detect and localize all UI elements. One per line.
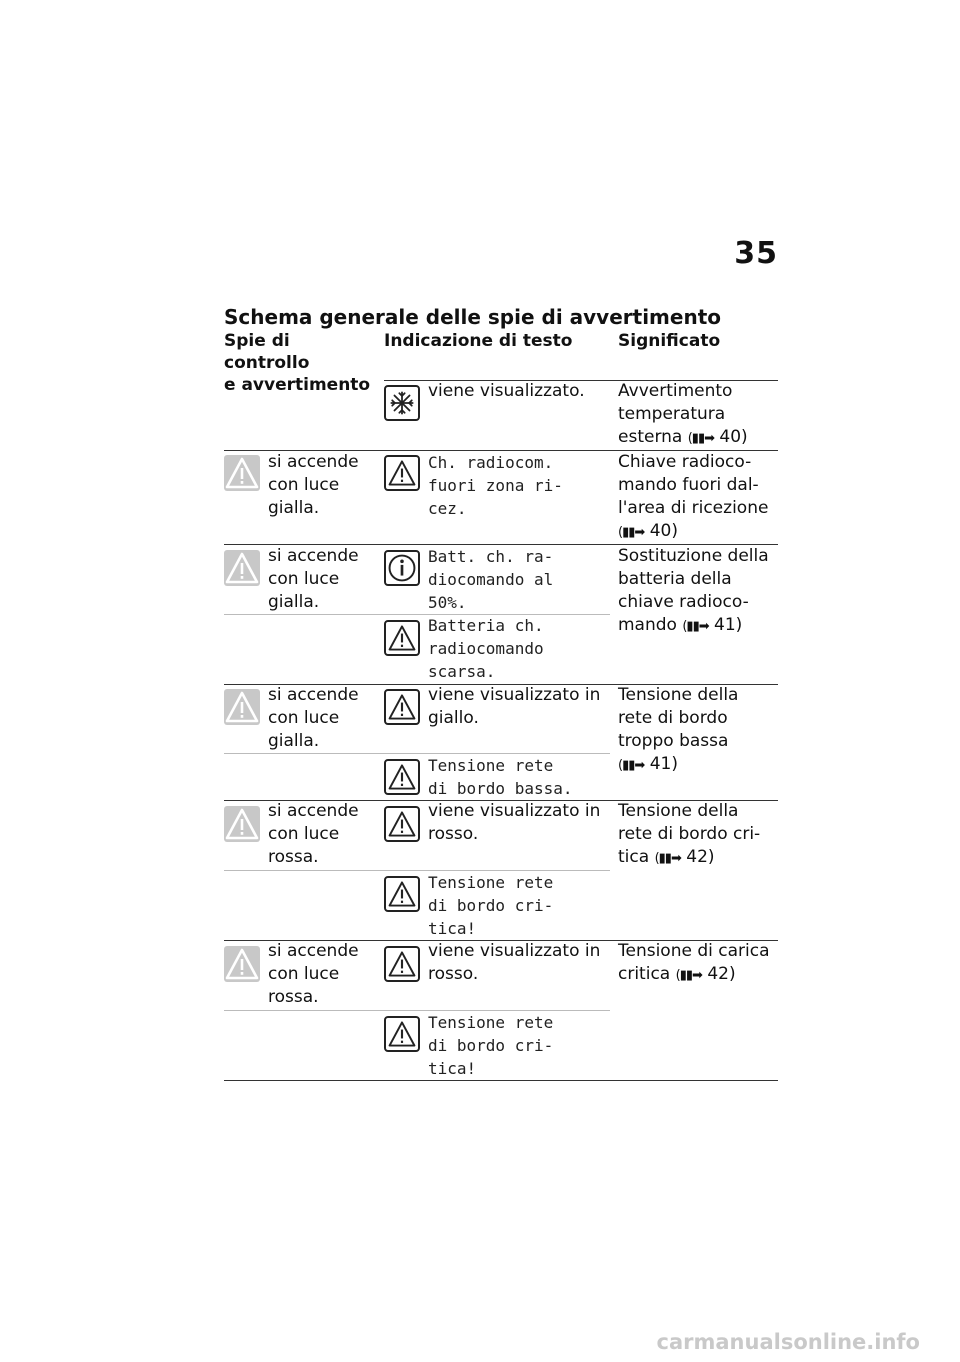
row6-indication-b: Tensione rete di bordo cri- tica! — [428, 1013, 554, 1078]
row5-indication-b: Tensione rete di bordo cri- tica! — [428, 873, 554, 938]
page-number: 35 — [734, 236, 778, 271]
warning-triangle-icon — [384, 946, 420, 982]
info-icon — [384, 550, 420, 586]
warning-triangle-icon — [384, 455, 420, 491]
table-bottom-rule — [224, 1080, 778, 1081]
warning-triangle-icon — [224, 946, 260, 982]
warning-triangle-icon — [224, 455, 260, 491]
row3-lamp: si accende con luce gialla. — [268, 546, 359, 612]
warning-triangle-icon — [224, 689, 260, 725]
warning-triangle-icon — [224, 806, 260, 842]
row6-lamp: si accende con luce rossa. — [268, 941, 359, 1007]
row1-meaning: Avvertimento temperatura esterna (▮▮➡ 40) — [618, 381, 748, 447]
page-reference-arrow-icon: (▮▮➡ — [654, 851, 681, 866]
row6-meaning: Tensione di carica critica (▮▮➡ 42) — [618, 941, 770, 984]
section-title: Schema generale delle spie di avvertimento — [224, 305, 722, 329]
row4-indication: viene visualizzato in giallo. — [428, 685, 601, 728]
row3-meaning: Sostituzione della batteria della chiave radioco- mando (▮▮➡ 41) — [618, 546, 769, 635]
row3-indication: Batt. ch. ra- diocomando al 50%. — [428, 547, 554, 612]
page-reference-arrow-icon: (▮▮➡ — [618, 525, 645, 540]
row6-indication: viene visualizzato in rosso. — [428, 941, 601, 984]
row5-indication: viene visualizzato in rosso. — [428, 801, 601, 844]
warning-triangle-icon — [384, 620, 420, 656]
warning-triangle-icon — [224, 550, 260, 586]
row2-indication: Ch. radiocom. fuori zona ri- cez. — [428, 453, 563, 518]
page-reference-arrow-icon: (▮▮➡ — [675, 968, 702, 983]
warning-triangle-icon — [384, 806, 420, 842]
header-text-indication: Indicazione di testo — [384, 331, 573, 351]
row4-indication-b: Tensione rete di bordo bassa. — [428, 756, 573, 798]
watermark-footer: carmanualsonline.info — [656, 1330, 920, 1354]
header-meaning: Significato — [618, 331, 721, 351]
warning-triangle-icon — [384, 689, 420, 725]
row3-indication-b: Batteria ch. radiocomando scarsa. — [428, 616, 544, 681]
header-warning-lights: Spie di controllo e avvertimento — [224, 331, 371, 395]
warning-triangle-icon — [384, 759, 420, 795]
warning-triangle-icon — [384, 1016, 420, 1052]
warning-triangle-icon — [384, 876, 420, 912]
page-reference-arrow-icon: (▮▮➡ — [687, 431, 715, 446]
row4-lamp: si accende con luce gialla. — [268, 685, 359, 751]
row4-meaning: Tensione della rete di bordo troppo bassa (▮▮➡ 41) — [618, 685, 739, 774]
row2-lamp: si accende con luce gialla. — [268, 452, 359, 518]
subrow-rule — [224, 614, 610, 615]
row2-meaning: Chiave radioco- mando fuori dal- l'area di ricezione (▮▮➡ 40) — [618, 452, 769, 541]
row5-meaning: Tensione della rete di bordo cri- tica (▮▮➡ 42) — [618, 801, 761, 867]
page-reference-arrow-icon: (▮▮➡ — [682, 619, 709, 634]
snowflake-icon — [384, 385, 420, 421]
row5-lamp: si accende con luce rossa. — [268, 801, 359, 867]
row1-indication: viene visualizzato. — [428, 381, 585, 401]
page-reference-arrow-icon: (▮▮➡ — [618, 758, 645, 773]
